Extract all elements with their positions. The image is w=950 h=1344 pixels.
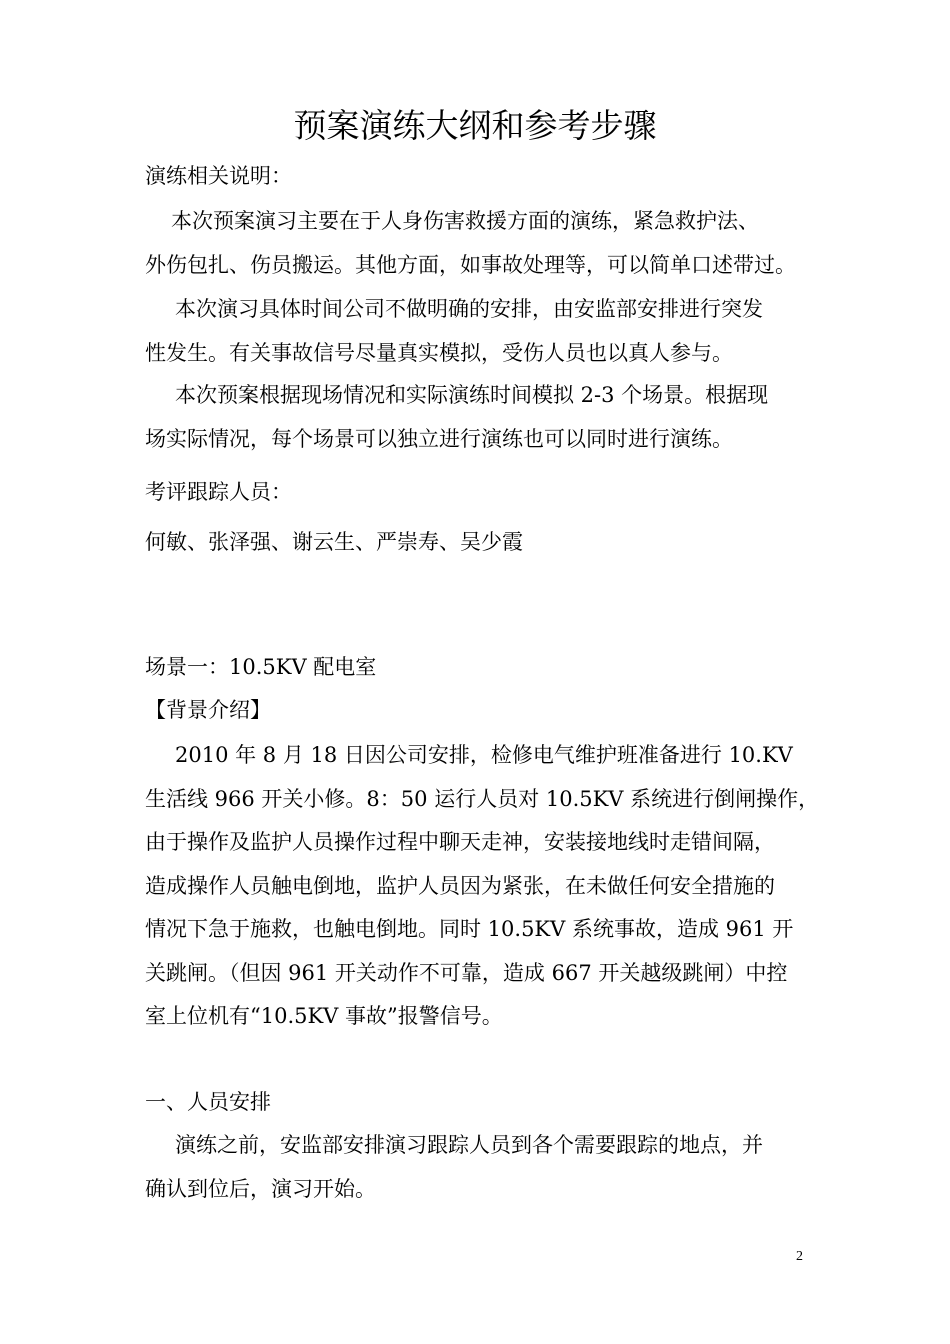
background-line6: 关跳闸。（但因 961 开关动作不可靠，造成 667 开关越级跳闸）中控 — [145, 961, 788, 985]
background-heading: 【背景介绍】 — [145, 698, 271, 722]
background-line2: 生活线 966 开关小修。8：50 运行人员对 10.5KV 系统进行倒闸操作， — [145, 787, 820, 811]
para1-line2: 外伤包扎、伤员搬运。其他方面，如事故处理等，可以简单口述带过。 — [145, 253, 796, 277]
background-line7: 室上位机有“10.5KV 事故”报警信号。 — [145, 1004, 503, 1028]
background-line1: 2010 年 8 月 18 日因公司安排，检修电气维护班准备进行 10.KV — [175, 743, 793, 767]
background-line4: 造成操作人员触电倒地，监护人员因为紧张，在未做任何安全措施的 — [145, 874, 775, 898]
scene1-heading: 场景一：10.5KV 配电室 — [145, 655, 377, 679]
section1-heading: 一、人员安排 — [145, 1090, 271, 1114]
document-title: 预案演练大纲和参考步骤 — [293, 106, 657, 145]
para3-line2: 场实际情况，每个场景可以独立进行演练也可以同时进行演练。 — [145, 427, 733, 451]
reviewers-heading: 考评跟踪人员： — [145, 480, 292, 504]
section1-line1: 演练之前，安监部安排演习跟踪人员到各个需要跟踪的地点，并 — [175, 1133, 763, 1157]
para2-line1: 本次演习具体时间公司不做明确的安排，由安监部安排进行突发 — [175, 297, 763, 321]
background-line5: 情况下急于施救，也触电倒地。同时 10.5KV 系统事故，造成 961 开 — [145, 917, 794, 941]
page-number: 2 — [796, 1249, 803, 1264]
reviewers-list: 何敏、张泽强、谢云生、严崇寿、吴少霞 — [145, 530, 523, 554]
para1-line1: 本次预案演习主要在于人身伤害救援方面的演练，紧急救护法、 — [171, 209, 759, 233]
para3-line1: 本次预案根据现场情况和实际演练时间模拟 2-3 个场景。根据现 — [175, 383, 769, 407]
para2-line2: 性发生。有关事故信号尽量真实模拟，受伤人员也以真人参与。 — [145, 341, 733, 365]
section1-line2: 确认到位后，演习开始。 — [145, 1177, 376, 1201]
intro-heading: 演练相关说明： — [145, 164, 292, 188]
background-line3: 由于操作及监护人员操作过程中聊天走神，安装接地线时走错间隔， — [145, 830, 775, 854]
